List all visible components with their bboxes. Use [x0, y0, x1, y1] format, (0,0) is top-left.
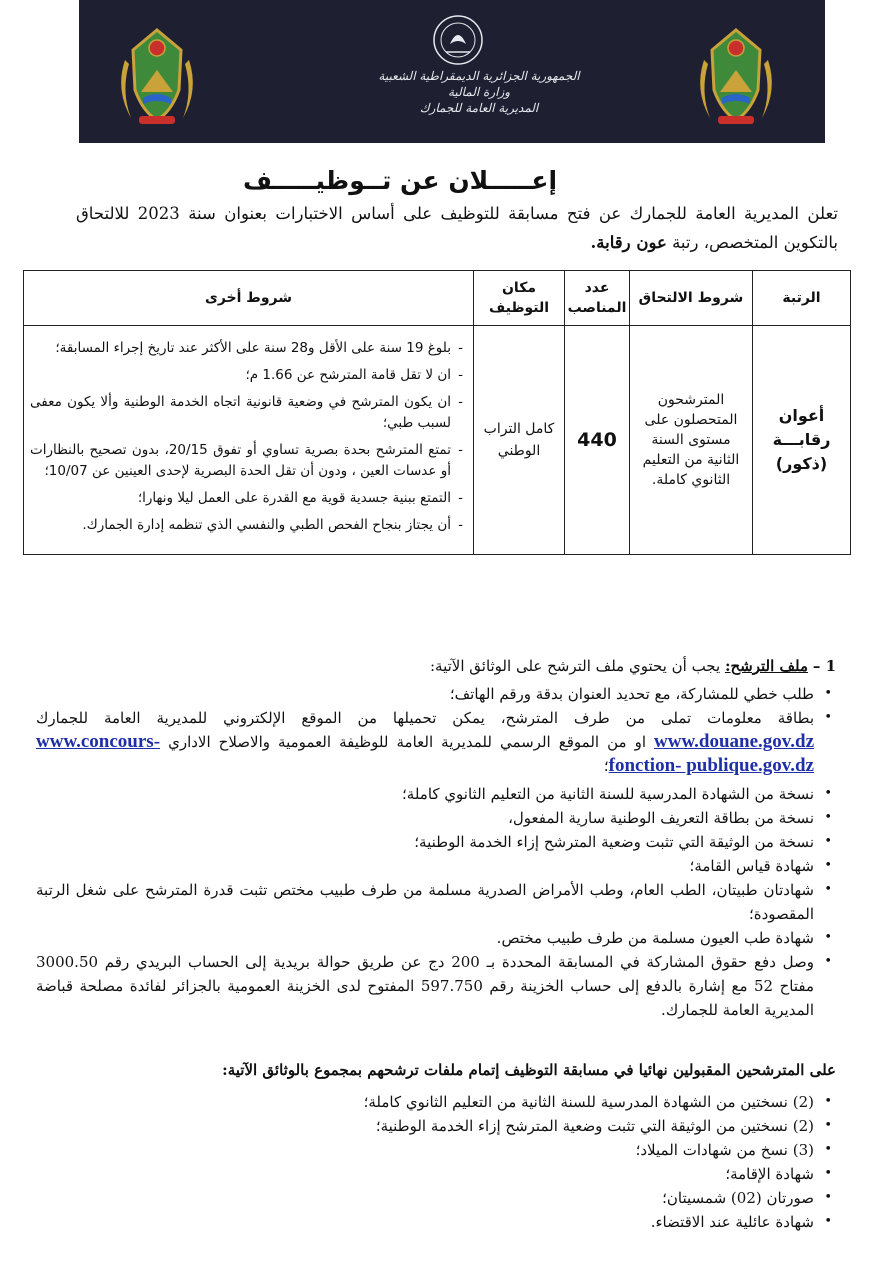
info-card-end: ؛: [603, 757, 609, 775]
positions-count: 440: [565, 326, 630, 555]
list-item: - تمتع المترشح بحدة بصرية تساوي أو تفوق 20/15، بدون تصحيح بالنظارات أو عدسات العين ، ودون أن تقل الحدة البصرية لإحدى العينين عن 10/07؛: [30, 440, 463, 482]
concours-link[interactable]: www.concours- fonction- publique.gov.dz: [36, 731, 814, 776]
rank-title: أعوان رقابـــة: [772, 406, 831, 449]
info-card-mid: او من الموقع الرسمي للمديرية العامة للوظيفة العمومية والاصلاح الاداري: [168, 733, 646, 751]
file-section: [36, 654, 836, 1022]
republic-name: الجمهورية الجزائرية الديمقراطية الشعبية: [378, 69, 580, 83]
list-item: • نسخة من الوثيقة التي تثبت وضعية المترشح إزاء الخدمة الوطنية؛: [36, 830, 814, 854]
list-item: • شهادة طب العيون مسلمة من طرف طبيب مختص.: [36, 926, 814, 950]
header-other: شروط أخرى: [24, 271, 474, 326]
intro-rank: عون رقابة.: [590, 233, 667, 252]
customs-crest-right: [690, 20, 782, 132]
header-place: مكان التوظيف: [474, 271, 565, 326]
list-item: • صورتان (02) شمسيتان؛: [36, 1186, 814, 1210]
place-cell: كامل التراب الوطني: [474, 326, 565, 555]
list-item: • (2) نسختين من الوثيقة التي تثبت وضعية المترشح إزاء الخدمة الوطنية؛: [36, 1114, 814, 1138]
douane-link[interactable]: www.douane.gov.dz: [654, 731, 814, 752]
other-conditions-list: [30, 338, 463, 536]
list-item: • (3) نسخ من شهادات الميلاد؛: [36, 1138, 814, 1162]
list-item: • وصل دفع حقوق المشاركة في المسابقة المحددة بـ 200 دج عن طريق حوالة بريدية إلى الحساب البريدي رقم 3000.50 مفتاح 52 مع إشارة بالدفع إلى حساب الخزينة رقم 597.750 المفتوح لدى الخزينة العمومية بالجزائر لفائدة مصلحة قباضة المديرية العامة للجمارك.: [36, 950, 814, 1022]
header-text: [329, 68, 629, 116]
list-item: - أن يجتاز بنجاح الفحص الطبي والنفسي الذي تنظمه إدارة الجمارك.: [30, 515, 463, 536]
directorate-name: المديرية العامة للجمارك: [419, 101, 539, 115]
file-section-heading: [36, 654, 836, 678]
other-conditions-cell: [24, 326, 474, 555]
header-rank: الرتبة: [753, 271, 851, 326]
republic-emblem: [428, 12, 488, 70]
rank-cell: [753, 326, 851, 555]
list-item: • (2) نسختين من الشهادة المدرسية للسنة الثانية من التعليم الثانوي كاملة؛: [36, 1090, 814, 1114]
list-item: • طلب خطي للمشاركة، مع تحديد العنوان بدقة ورقم الهاتف؛: [36, 682, 814, 706]
accepted-section: [36, 1058, 836, 1234]
customs-crest-left: [111, 20, 203, 132]
list-item: • شهادة الإقامة؛: [36, 1162, 814, 1186]
list-item: - التمتع ببنية جسدية قوية مع القدرة على العمل ليلا ونهارا؛: [30, 488, 463, 509]
table-header-row: [24, 271, 851, 326]
positions-table: [23, 270, 851, 555]
header-conditions: شروط الالتحاق: [630, 271, 753, 326]
intro-paragraph: [76, 199, 838, 257]
list-item: • شهادة عائلية عند الاقتضاء.: [36, 1210, 814, 1234]
table-row: [24, 326, 851, 555]
accepted-documents-list: [36, 1090, 836, 1234]
rank-gender: (ذكور): [775, 454, 828, 473]
section-label: ملف الترشح:: [724, 657, 809, 675]
list-item: - بلوغ 19 سنة على الأقل و28 سنة على الأكثر عند تاريخ إجراء المسابقة؛: [30, 338, 463, 359]
header-count: عدد المناصب: [565, 271, 630, 326]
file-documents-list: [36, 682, 836, 1022]
ministry-name: وزارة المالية: [447, 85, 511, 99]
conditions-cell: المترشحون المتحصلون على مستوى السنة الثانية من التعليم الثانوي كاملة.: [630, 326, 753, 555]
accepted-heading: على المترشحين المقبولين نهائيا في مسابقة التوظيف إتمام ملفات ترشحهم بمجموع بالوثائق الآتية:: [222, 1061, 836, 1079]
section-number: 1 –: [812, 657, 836, 675]
list-item: • نسخة من بطاقة التعريف الوطنية سارية المفعول،: [36, 806, 814, 830]
section-lead: يجب أن يحتوي ملف الترشح على الوثائق الآتية:: [429, 657, 721, 675]
list-item: • شهادة قياس القامة؛: [36, 854, 814, 878]
header-banner: [79, 0, 825, 143]
intro-text: تعلن المديرية العامة للجمارك عن فتح مسابقة للتوظيف على أساس الاختبارات بعنوان سنة 2023 للالتحاق بالتكوين المتخصص، رتبة: [76, 204, 838, 252]
announcement-title: إعـــــلان عن تــوظيـــــف: [242, 166, 558, 195]
list-item: - ان لا تقل قامة المترشح عن 1.66 م؛: [30, 365, 463, 386]
list-item: • شهادتان طبيتان، الطب العام، وطب الأمراض الصدرية مسلمة من طرف طبيب مختص تثبت قدرة المترشح على شغل الرتبة المقصودة؛: [36, 878, 814, 926]
list-item: • نسخة من الشهادة المدرسية للسنة الثانية من التعليم الثانوي كاملة؛: [36, 782, 814, 806]
list-item: - ان يكون المترشح في وضعية قانونية اتجاه الخدمة الوطنية وألا يكون معفى لسبب طبي؛: [30, 392, 463, 434]
info-card-text: بطاقة معلومات تملى من طرف المترشح، يمكن تحميلها من الموقع الإلكتروني للمديرية العامة للجمارك: [36, 709, 814, 727]
list-item: [36, 706, 814, 778]
